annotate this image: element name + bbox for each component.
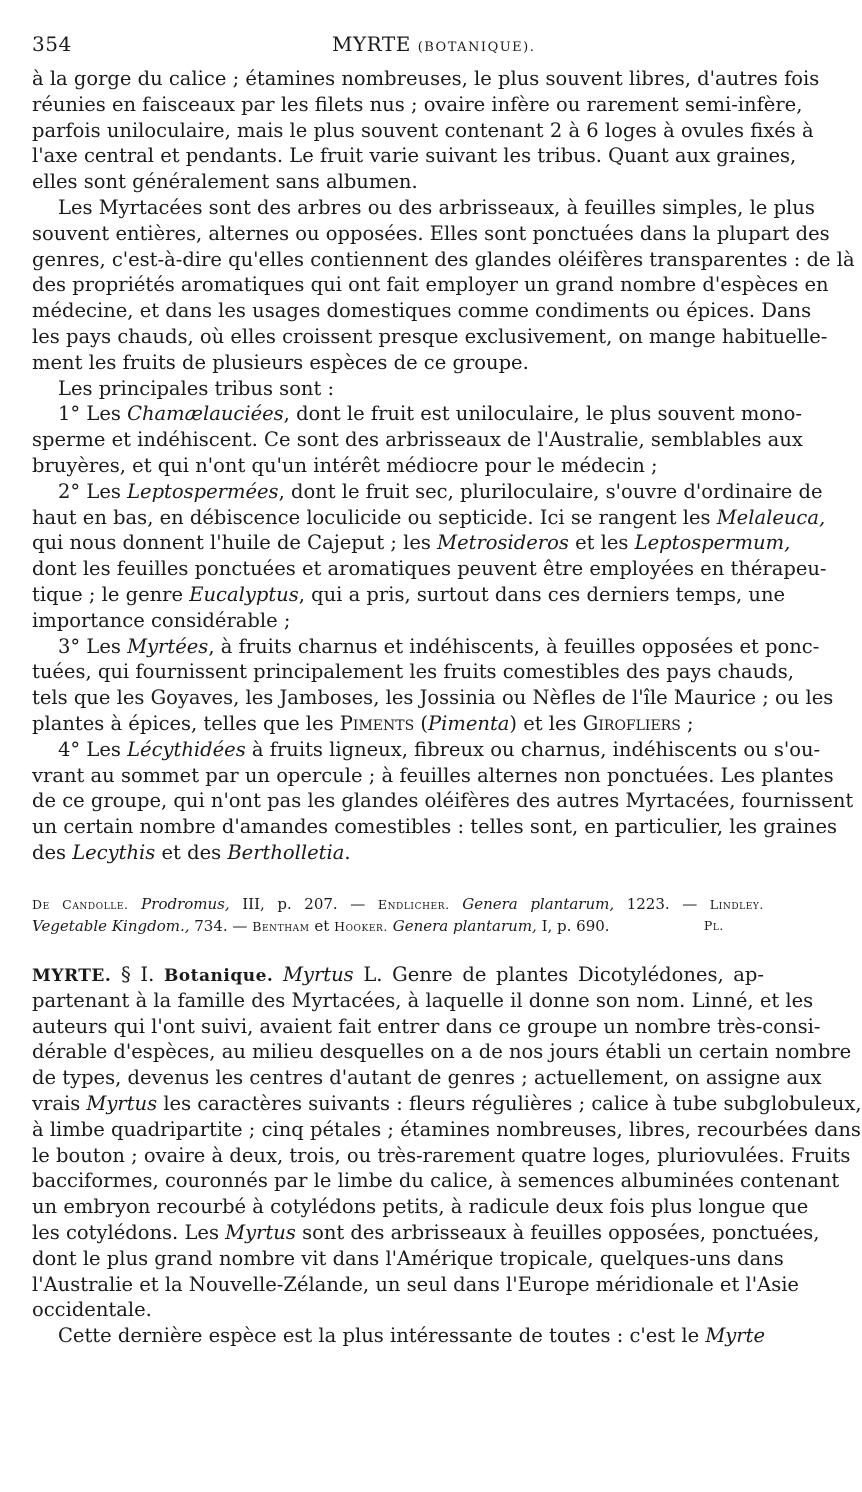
- text-run: plantes à épices, telles que les: [32, 711, 340, 735]
- text-run: ) et les: [509, 711, 583, 735]
- tribe-name: Leptospermées: [127, 479, 279, 503]
- section-title: Botanique.: [163, 966, 274, 986]
- genus-name: Myrtus: [86, 1091, 158, 1115]
- text-line: sperme et indéhiscent. Ce sont des arbrisseaux de l'Australie, semblables aux: [32, 428, 803, 452]
- text-line: tuées, qui fournissent principalement les fruits comestibles des pays chauds,: [32, 660, 794, 684]
- page-number: 354: [32, 32, 72, 56]
- genus-name: Lecythis: [72, 840, 156, 864]
- text-line: bacciformes, couronnés par le limbe du calice, à semences albuminées contenant: [32, 1169, 840, 1193]
- author-name: Lindley.: [709, 897, 765, 912]
- text-run: Les: [80, 737, 128, 761]
- text-line: l'axe central et pendants. Le fruit varie suivant les tribus. Quant aux graines,: [32, 144, 797, 168]
- work-title: Prodromus,: [128, 895, 230, 913]
- text-line: occidentale.: [32, 1298, 152, 1322]
- bibliography: [32, 893, 764, 937]
- text-line: [32, 1220, 820, 1246]
- work-title: Vegetable Kingdom.,: [32, 917, 190, 935]
- genus-name: Bertholletia: [227, 840, 345, 864]
- text-line: souvent entières, alternes ou opposées. Elles sont ponctuées dans la plupart des: [32, 221, 830, 245]
- genus-name: Myrtus: [225, 1220, 296, 1244]
- text-line: [32, 1323, 764, 1349]
- text-run: vrais: [32, 1091, 87, 1115]
- myrte-article: [32, 962, 862, 1349]
- text-line: importance considérable ;: [32, 608, 291, 632]
- genus-name: Leptospermum,: [634, 531, 791, 555]
- tribe-number: 2°: [58, 479, 81, 503]
- tribe-name: Myrtées: [127, 634, 209, 658]
- work-title: Genera plantarum,: [449, 895, 615, 913]
- running-title-sub: (BOTANIQUE).: [417, 40, 536, 55]
- author-name: Bentham: [252, 919, 310, 934]
- running-title: [332, 32, 535, 56]
- text-line: [32, 711, 764, 737]
- tribe-line: [32, 401, 803, 427]
- text-line: les pays chauds, où elles croissent presque exclusivement, on mange habituelle-: [32, 324, 828, 348]
- text-line: auteurs qui l'ont suivi, avaient fait entrer dans ce groupe un nombre très-consi-: [32, 1014, 821, 1038]
- text-run: des: [32, 840, 73, 864]
- text-line: vrant au sommet par un opercule ; à feuilles alternes non ponctuées. Les plantes: [32, 763, 834, 787]
- text-run: , qui a pris, surtout dans ces derniers temps, une: [298, 582, 786, 606]
- text-run: Les: [80, 402, 128, 426]
- genus-name: Eucalyptus: [189, 582, 299, 606]
- text-run: 734. —: [189, 917, 253, 935]
- text-line: à la gorge du calice ; étamines nombreuses, le plus souvent libres, d'autres fois: [32, 67, 820, 90]
- text-line: le bouton ; ovaire à deux, trois, ou très-rarement quatre loges, pluriovulées. Fruits: [32, 1143, 851, 1167]
- text-line: partenant à la famille des Myrtacées, à laquelle il donne son nom. Linné, et les: [32, 988, 814, 1012]
- genus-name: Myrte: [705, 1324, 766, 1348]
- tribe-line: [32, 737, 821, 763]
- tribe-line: [32, 634, 820, 660]
- author-signature: Pl.: [703, 918, 724, 933]
- text-line: des propriétés aromatiques qui ont fait employer un grand nombre d'espèces en: [32, 273, 829, 297]
- page-header: [32, 30, 760, 60]
- text-line: à limbe quadripartite ; cinq pétales ; étamines nombreuses, libres, recourbées dans: [32, 1117, 861, 1141]
- running-title-main: MYRTE: [332, 32, 411, 56]
- text-line: [32, 1091, 862, 1117]
- text-run: à fruits ligneux, fibreux ou charnus, indéhiscents ou s'ou-: [245, 737, 821, 761]
- text-run: sont des arbrisseaux à feuilles opposées, ponctuées,: [295, 1220, 820, 1244]
- text-line: réunies en faisceaux par les filets nus ; ovaire infère ou rarement semi-infère,: [32, 92, 803, 116]
- common-name: Girofliers: [582, 711, 681, 735]
- text-run: et: [309, 917, 335, 935]
- text-run: (: [414, 711, 428, 735]
- text-run: et des: [155, 840, 228, 864]
- text-line: bruyères, et qui n'ont qu'un intérêt médiocre pour le médecin ;: [32, 453, 658, 477]
- text-line: [32, 530, 791, 556]
- author-name: Endlicher.: [377, 897, 450, 912]
- text-line: un embryon recourbé à cotylédons petits, à radicule deux fois plus longue que: [32, 1195, 809, 1219]
- text-run: ;: [680, 711, 694, 735]
- text-run: , dont le fruit sec, pluriloculaire, s'ouvre d'ordinaire de: [278, 479, 823, 503]
- text-run: Les: [80, 479, 128, 503]
- text-run: tique ; le genre: [32, 582, 190, 606]
- tribe-number: 1°: [58, 402, 81, 426]
- genus-name: Pimenta: [428, 711, 510, 735]
- text-line: médecine, et dans les usages domestiques comme condiments ou épices. Dans: [32, 299, 812, 323]
- text-run: , dont le fruit est uniloculaire, le plus souvent mono-: [283, 402, 803, 426]
- text-run: 1223. —: [614, 895, 710, 913]
- text-run: .: [344, 840, 351, 864]
- text-line: de ce groupe, qui n'ont pas les glandes oléifères des autres Myrtacées, fournissent: [32, 789, 854, 813]
- text-run: , à fruits charnus et indéhiscents, à feuilles opposées et ponc-: [208, 634, 820, 658]
- text-run: les cotylédons. Les: [32, 1220, 226, 1244]
- text-line: Les Myrtacées sont des arbres ou des arbrisseaux, à feuilles simples, le plus: [58, 195, 815, 219]
- text-line: [32, 505, 826, 531]
- text-line: dérable d'espèces, au milieu desquelles on a de nos jours établi un certain nombre: [32, 1040, 852, 1064]
- tribe-name: Lécythidées: [127, 737, 246, 761]
- text-line: [32, 840, 764, 866]
- author-name: Hooker.: [334, 919, 388, 934]
- common-name: Piments: [339, 711, 415, 735]
- text-line: dont le plus grand nombre vit dans l'Amérique tropicale, quelques-uns dans: [32, 1246, 784, 1270]
- text-line: parfois uniloculaire, mais le plus souvent contenant 2 à 6 loges à ovules fixés à: [32, 118, 814, 142]
- genus-name: Metrosideros: [437, 531, 569, 555]
- text-run: haut en bas, en débiscence loculicide ou septicide. Ici se rangent les: [32, 505, 717, 529]
- tribe-line: [32, 479, 823, 505]
- text-run: I, p. 690.: [536, 917, 610, 935]
- text-run: III, p. 207. —: [229, 895, 378, 913]
- text-line: [32, 582, 786, 608]
- text-run: qui nous donnent l'huile de Cajeput ; les: [32, 531, 438, 555]
- text-line: dont les feuilles ponctuées et aromatiques peuvent être employées en thérapeu-: [32, 557, 827, 581]
- text-line: ment les fruits de plusieurs espèces de ce groupe.: [32, 350, 529, 374]
- tribe-number: 3°: [58, 634, 81, 658]
- genus-name: Myrtus: [273, 963, 354, 986]
- text-run: et les: [568, 531, 635, 555]
- article-headword: MYRTE.: [32, 966, 112, 986]
- body-text: [32, 66, 855, 866]
- text-line: l'Australie et la Nouvelle-Zélande, un seul dans l'Europe méridionale et l'Asie: [32, 1272, 799, 1296]
- text-line: Les principales tribus sont :: [58, 376, 335, 400]
- text-run: L. Genre de plantes Dicotylédones, ap-: [353, 963, 765, 986]
- reference-line: [32, 893, 764, 915]
- text-line: un certain nombre d'amandes comestibles : telles sont, en particulier, les graines: [32, 815, 838, 839]
- tribe-name: Chamælauciées: [127, 402, 284, 426]
- text-line: de types, devenus les centres d'autant de genres ; actuellement, on assigne aux: [32, 1066, 822, 1090]
- tribe-number: 4°: [58, 737, 81, 761]
- work-title: Genera plantarum,: [387, 917, 537, 935]
- text-run: les caractères suivants : fleurs régulières ; calice à tube subglobuleux,: [157, 1091, 862, 1115]
- text-run: Les: [80, 634, 128, 658]
- text-line: elles sont généralement sans albumen.: [32, 170, 418, 194]
- text-line: genres, c'est-à-dire qu'elles contiennent des glandes oléifères transparentes : de là: [32, 247, 855, 271]
- text-run: Cette dernière espèce est la plus intéressante de toutes : c'est le: [58, 1324, 706, 1348]
- article-heading-line: [32, 962, 764, 988]
- reference-line: [32, 915, 764, 937]
- genus-name: Melaleuca,: [716, 505, 826, 529]
- author-name: De Candolle.: [32, 897, 129, 912]
- section-mark: § I.: [111, 963, 164, 986]
- text-line: tels que les Goyaves, les Jamboses, les Jossinia ou Nèfles de l'île Maurice ; ou les: [32, 686, 834, 710]
